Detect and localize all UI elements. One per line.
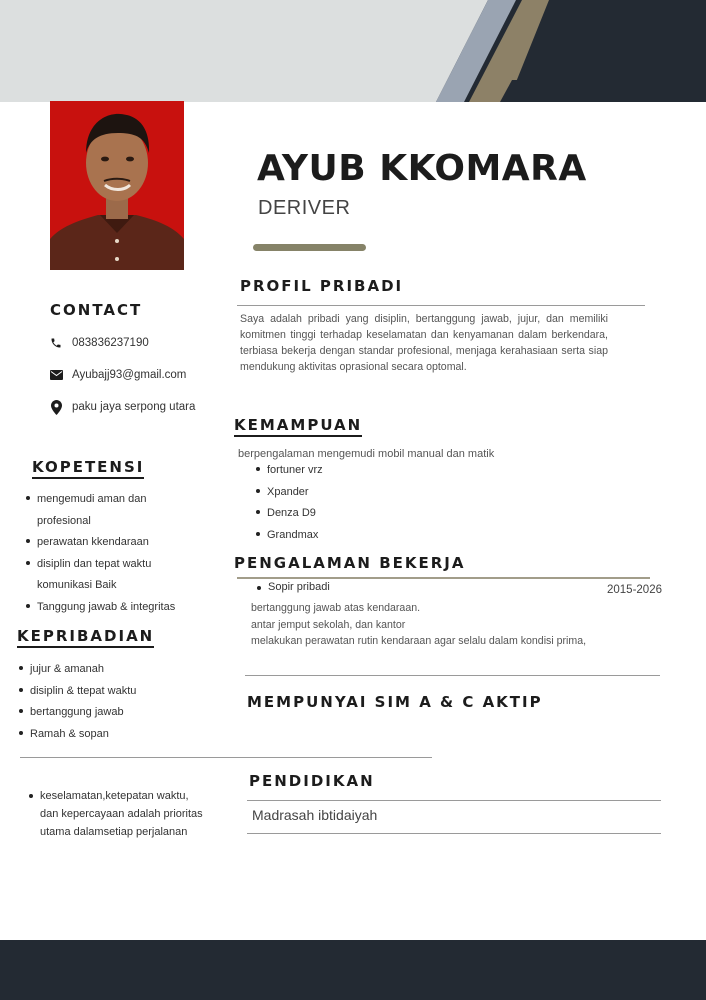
sim-title: MEMPUNYAI SIM A & C AKTIP [247,693,543,711]
pendidikan-title: PENDIDIKAN [249,772,375,790]
profile-photo [50,101,184,270]
kemampuan-title: KEMAMPUAN [234,416,362,437]
kompetensi-title: KOPETENSI [32,458,144,479]
contact-phone [48,336,149,350]
phone-icon [48,336,64,350]
job-duties [251,600,611,650]
kompetensi-list [24,489,174,618]
section-divider [247,800,661,801]
duty-line: bertanggung jawab atas kendaraan. [251,602,421,614]
location-icon [48,400,64,414]
contact-address [48,400,195,414]
job-title: Sopir pribadi [255,579,455,595]
full-name: AYUB KKOMARA [257,148,587,189]
list-item: fortuner vrz [254,460,404,482]
list-item: Xpander [254,482,404,504]
kemampuan-list [254,460,404,546]
kepribadian-title: KEPRIBADIAN [17,627,154,648]
duty-line: melakukan perawatan rutin kendaraan agar selalu dalam kondisi prima, [251,635,587,647]
list-item: mengemudi aman dan profesional [24,489,174,532]
kepribadian-list [17,659,217,745]
contact-title: CONTACT [50,301,143,319]
name-accent-bar [253,244,366,251]
school-name: Madrasah ibtidaiyah [252,807,378,823]
address-text: paku jaya serpong utara [72,401,196,413]
kepribadian-note-list [27,787,207,841]
pengalaman-title: PENGALAMAN BEKERJA [234,554,466,572]
list-item: disiplin dan tepat waktu komunikasi Baik [24,554,174,597]
list-item: Ramah & sopan [17,724,217,746]
section-divider [237,305,645,306]
profil-text: Saya adalah pribadi yang disiplin, bertanggung jawab, jujur, dan memiliki komitmen tinggi terhadap keselamatan dan kenyamanan dalam berkendara, terbiasa bekerja dengan standar profesional, menjaga kerahasiaan serta siap mendukung aktivitas oprasional secara optomal. [240,313,608,373]
job-role: DERIVER [258,197,351,219]
section-divider [245,675,660,676]
contact-email [48,368,186,382]
footer-band [0,940,706,1000]
job-period: 2015-2026 [607,584,662,596]
kemampuan-intro: berpengalaman mengemudi mobil manual dan matik [238,448,495,460]
section-divider [20,757,432,758]
list-item: jujur & amanah [17,659,217,681]
email-icon [48,368,64,382]
section-divider [247,833,661,834]
list-item: perawatan kkendaraan [24,532,174,554]
duty-line: antar jemput sekolah, dan kantor [251,618,406,631]
phone-number: 083836237190 [72,337,149,349]
pengalaman-job-list [255,579,455,595]
person-portrait-icon [50,101,184,270]
list-item: keselamatan,ketepatan waktu, dan kepercayaan adalah prioritas utama dalamsetiap perjalanan [27,787,207,841]
list-item: disiplin & ttepat waktu [17,681,217,703]
header-dark-corner [500,80,706,102]
profil-title: PROFIL PRIBADI [240,277,404,295]
list-item: Denza D9 [254,503,404,525]
list-item: bertanggung jawab [17,702,217,724]
list-item: Grandmax [254,525,404,547]
list-item: Tanggung jawab & integritas [24,597,204,619]
email-address: Ayubajj93@gmail.com [72,369,187,381]
